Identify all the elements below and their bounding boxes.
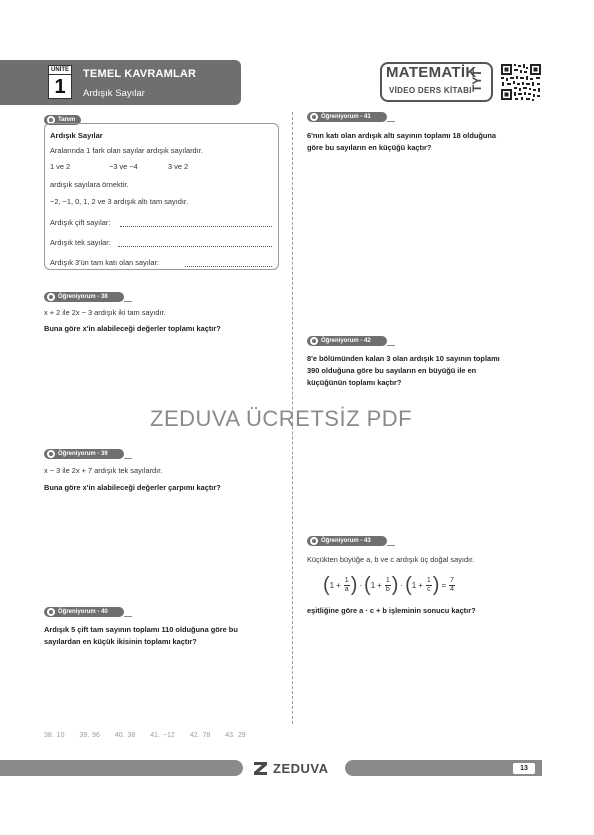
paren-open: ( <box>323 574 330 596</box>
even-numbers-blank[interactable] <box>120 226 272 227</box>
question-41-prompt-line2: göre bu sayıların en küçüğü kaçtır? <box>307 143 432 152</box>
qr-code-icon[interactable] <box>499 62 543 102</box>
multiply-dot: · <box>400 580 404 590</box>
answer-40: 40. 38 <box>114 732 136 739</box>
fraction-1-over-b <box>385 577 391 594</box>
definition-line3: −2, −1, 0, 1, 2 ve 3 ardışık altı tam sayıdır. <box>50 197 189 206</box>
fraction-denominator: a <box>344 585 349 593</box>
question-39-text: x − 3 ile 2x + 7 ardışık tek sayılardır. <box>44 466 163 475</box>
plus-sign: + <box>377 580 382 590</box>
question-tag-label: Öğreniyorum - 41 <box>321 114 371 120</box>
odd-numbers-field-label: Ardışık tek sayılar: <box>50 238 111 247</box>
fraction-numerator: 1 <box>344 576 349 584</box>
question-tag <box>44 449 124 459</box>
definition-heading: Ardışık Sayılar <box>50 131 103 140</box>
watermark: ZEDUVA ÜCRETSİZ PDF <box>150 406 413 431</box>
speaker-icon[interactable] <box>47 450 55 458</box>
fraction-numerator: 7 <box>450 576 455 584</box>
speaker-icon[interactable] <box>310 537 318 545</box>
definition-example1: 1 ve 2 <box>50 162 71 171</box>
fraction-denominator: 4 <box>450 585 455 593</box>
zeduva-z-icon <box>253 760 269 776</box>
multiply-dot: · <box>359 580 363 590</box>
question-42-prompt-line1: 8'e bölümünden kalan 3 olan ardışık 10 sayının toplamı <box>307 354 500 363</box>
question-tag-label: Öğreniyorum - 42 <box>321 338 371 344</box>
question-tag-label: Öğreniyorum - 40 <box>58 609 108 615</box>
brand-subtitle: VİDEO DERS KİTABI <box>389 86 472 95</box>
tag-underline <box>124 458 132 459</box>
question-43-prompt: eşitliğine göre a · c + b işleminin sonucu kaçtır? <box>307 606 476 615</box>
paren-open: ( <box>405 574 412 596</box>
tag-underline <box>124 301 132 302</box>
question-tag <box>44 607 124 617</box>
answer-43: 43. 29 <box>225 732 246 739</box>
speaker-icon[interactable] <box>47 293 55 301</box>
page-number: 13 <box>513 763 535 774</box>
fraction-1-over-c <box>426 577 432 594</box>
fraction-1-over-a <box>344 577 350 594</box>
fraction-denominator: b <box>385 585 390 593</box>
speaker-icon[interactable] <box>310 337 318 345</box>
answer-41: 41. −12 <box>150 732 175 739</box>
answer-key <box>44 732 258 739</box>
unit-title: TEMEL KAVRAMLAR <box>83 68 197 80</box>
speaker-icon[interactable] <box>310 113 318 121</box>
footer-logo: ZEDUVA <box>273 761 329 776</box>
odd-numbers-blank[interactable] <box>118 246 272 247</box>
answer-39: 39. 96 <box>79 732 100 739</box>
question-42-prompt-line2: 390 olduğuna göre bu sayıların en büyüğü ile en <box>307 366 477 375</box>
definition-example2: −3 ve −4 <box>109 162 138 171</box>
plus-sign: + <box>336 580 341 590</box>
tag-underline <box>387 121 395 122</box>
term-one: 1 <box>370 580 376 590</box>
question-43-text: Küçükten büyüğe a, b ve c ardışık üç doğal sayıdır. <box>307 555 475 564</box>
paren-close: ) <box>350 574 358 596</box>
unit-number: 1 <box>54 76 66 98</box>
fraction-numerator: 1 <box>385 576 390 584</box>
answer-42: 42. 78 <box>189 732 211 739</box>
definition-line1: Aralarında 1 fark olan sayılar ardışık sayılardır. <box>50 146 203 155</box>
question-tag-label: Öğreniyorum - 43 <box>321 538 371 544</box>
unit-label: ÜNİTE <box>51 67 69 73</box>
question-tag-label: Öğreniyorum - 39 <box>58 451 108 457</box>
question-41-prompt-line1: 6'nın katı olan ardışık altı sayının toplamı 18 olduğuna <box>307 131 497 140</box>
tag-underline <box>387 345 395 346</box>
plus-sign: + <box>418 580 423 590</box>
fraction-denominator: c <box>427 585 431 593</box>
even-numbers-field-label: Ardışık çift sayılar: <box>50 218 111 227</box>
definition-example3: 3 ve 2 <box>168 162 189 171</box>
term-one: 1 <box>411 580 417 590</box>
question-39-prompt: Buna göre x'in alabileceği değerler çarpımı kaçtır? <box>44 483 221 492</box>
fraction-7-over-4 <box>449 577 455 594</box>
question-tag <box>44 292 124 302</box>
equation <box>323 574 456 596</box>
unit-subtitle: Ardışık Sayılar <box>83 88 145 99</box>
answer-38: 38. 10 <box>44 732 65 739</box>
definition-tag-label: Tanım <box>58 117 76 123</box>
question-tag <box>307 336 387 346</box>
question-38-prompt: Buna göre x'in alabileceği değerler toplamı kaçtır? <box>44 324 221 333</box>
speaker-icon[interactable] <box>47 608 55 616</box>
question-tag-label: Öğreniyorum - 38 <box>58 294 108 300</box>
unit-badge <box>48 65 72 99</box>
question-42-prompt-line3: küçüğünün toplamı kaçtır? <box>307 378 402 387</box>
brand-tag: TYT <box>470 69 484 93</box>
tag-underline <box>124 616 132 617</box>
equals-sign: = <box>441 580 447 590</box>
footer-bar-left <box>0 760 243 776</box>
paren-close: ) <box>432 574 440 596</box>
question-40-prompt-line2: sayılardan en küçük ikisinin toplamı kaçtır? <box>44 637 197 646</box>
paren-open: ( <box>364 574 371 596</box>
term-one: 1 <box>329 580 335 590</box>
multiples-of-three-field-label: Ardışık 3'ün tam katı olan sayılar: <box>50 258 160 267</box>
question-40-prompt-line1: Ardışık 5 çift tam sayının toplamı 110 olduğuna göre bu <box>44 625 238 634</box>
brand-title: MATEMATİK <box>386 64 477 81</box>
question-tag <box>307 536 387 546</box>
question-38-text: x + 2 ile 2x − 3 ardışık iki tam sayıdır. <box>44 308 166 317</box>
tag-underline <box>387 545 395 546</box>
fraction-numerator: 1 <box>426 576 431 584</box>
multiples-of-three-blank[interactable] <box>185 266 272 267</box>
paren-close: ) <box>391 574 399 596</box>
question-tag <box>307 112 387 122</box>
definition-line2: ardışık sayılara örnektir. <box>50 180 129 189</box>
